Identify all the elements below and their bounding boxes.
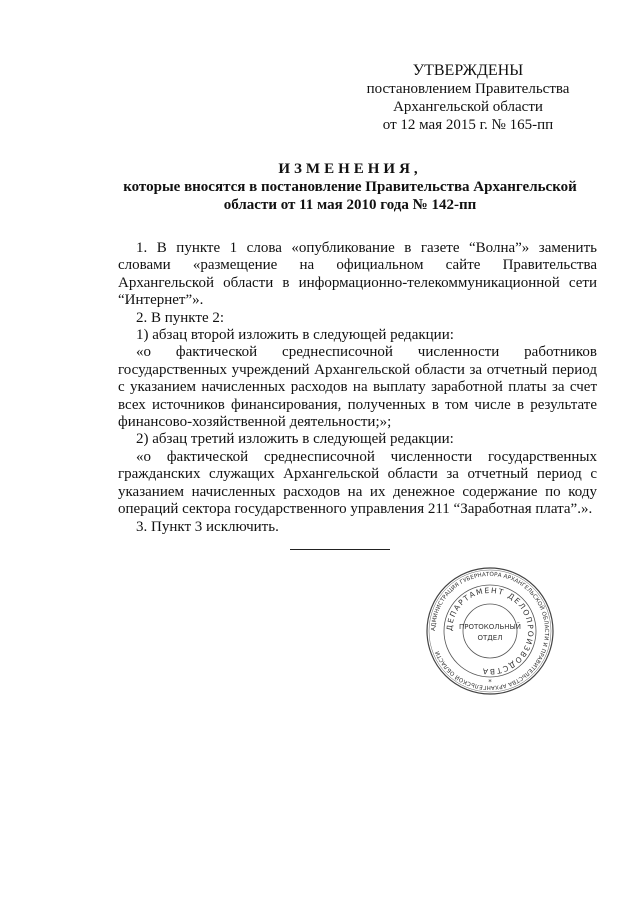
approval-block xyxy=(348,62,588,134)
approval-title: УТВЕРЖДЕНЫ xyxy=(412,62,524,79)
paragraph-7: 3. Пункт 3 исключить. xyxy=(136,518,279,535)
seal-star-icon xyxy=(488,678,492,686)
document-subtitle-line-1: которые вносятся в постановление Правительства Архангельской xyxy=(123,179,577,195)
separator-line xyxy=(290,549,390,550)
paragraph-2: 2. В пункте 2: xyxy=(136,309,225,326)
paragraph-4: «о фактической среднесписочной численности работников государственных учреждений Архангельской области за отчетный период с указанием начисленных расходов на выплату заработной платы за счет всех источников финансирования, полученных в том числе в результате финансово-хозяйственной деятельности;»; xyxy=(118,344,597,431)
paragraph-1: 1. В пункте 1 слова «опубликование в газете “Волна”» заменить словами «размещение на официальном сайте Правительства Архангельской области в информационно-телекоммуникационной сети “Интернет”». xyxy=(118,240,597,309)
seal-center-line-2: ОТДЕЛ xyxy=(477,634,503,642)
paragraph-5: 2) абзац третий изложить в следующей редакции: xyxy=(136,431,454,448)
official-seal-stamp xyxy=(425,566,555,696)
approval-line-1: постановлением Правительства xyxy=(366,81,570,97)
approval-line-2: Архангельской области xyxy=(393,99,543,115)
paragraph-6: «о фактической среднесписочной численности государственных гражданских служащих Архангельской области за отчетный период с указанием начисленных расходов на их денежное содержание по коду операций сектора государственного управления 211 “Заработная плата”.». xyxy=(118,448,597,518)
seal-outer-text: АДМИНИСТРАЦИЯ ГУБЕРНАТОРА АРХАНГЕЛЬСКОЙ ОБЛАСТИ И ПРАВИТЕЛЬСТВА АРХАНГЕЛЬСКОЙ ОБЛАСТИ xyxy=(430,571,550,691)
approval-line-3: от 12 мая 2015 г. № 165-пп xyxy=(382,117,554,133)
seal-inner-text: ДЕПАРТАМЕНТ ДЕЛОПРОИЗВОДСТВА xyxy=(444,585,536,677)
document-title: ИЗМЕНЕНИЯ, xyxy=(278,161,422,177)
document-body xyxy=(118,240,597,536)
paragraph-3: 1) абзац второй изложить в следующей редакции: xyxy=(136,327,454,344)
seal-center-line-1: ПРОТОКОЛЬНЫЙ xyxy=(458,623,522,631)
document-heading xyxy=(100,160,600,214)
document-subtitle-line-2: области от 11 мая 2010 года № 142-пп xyxy=(223,197,477,213)
svg-text:*: * xyxy=(488,678,492,686)
